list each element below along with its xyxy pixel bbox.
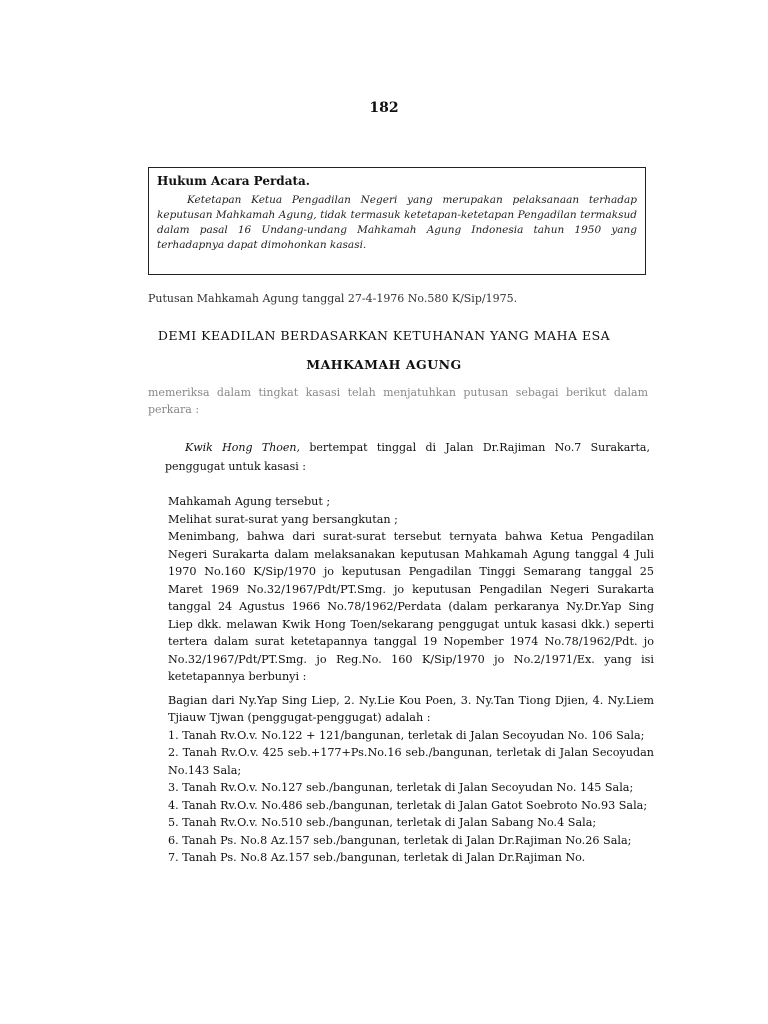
list-item: 7. Tanah Ps. No.8 Az.157 seb./bangunan, terletak di Jalan Dr.Rajiman No. [168,851,586,864]
party-details: bertempat tinggal di Jalan Dr.Rajiman No.7 Surakarta, penggugat untuk kasasi : [165,441,650,473]
party-paragraph [165,438,650,476]
party-name: Kwik Hong Thoen, [185,441,301,454]
intro-paragraph: memeriksa dalam tingkat kasasi telah menjatuhkan putusan sebagai berikut dalam perkara : [148,386,648,416]
body-paragraph-4: Bagian dari Ny.Yap Sing Liep, 2. Ny.Lie Kou Poen, 3. Ny.Tan Tiong Djien, 4. Ny.Liem Tjiauw Tjwan (penggugat-penggugat) adalah : [168,693,654,724]
list-item: 6. Tanah Ps. No.8 Az.157 seb./bangunan, terletak di Jalan Dr.Rajiman No.26 Sala; [168,833,632,847]
list-item: 4. Tanah Rv.O.v. No.486 seb./bangunan, terletak di Jalan Gatot Soebroto No.93 Sala; [168,798,648,812]
court-heading: DEMI KEADILAN BERDASARKAN KETUHANAN YANG MAHA ESA [157,328,611,343]
body-paragraph-3: Menimbang, bahwa dari surat-surat tersebut ternyata bahwa Ketua Pengadilan Negeri Surakarta dalam melaksanakan keputusan Mahkamah Agung tanggal 4 Juli 1970 No.160 K/Sip/1970 jo keputusan Pengadilan Tinggi Semarang tanggal 25 Maret 1969 No.32/1967/Pdt/PT.Smg. jo keputusan Pengadilan Negeri Surakarta tanggal 24 Agustus 1966 No.78/1962/Perdata (dalam perkaranya Ny.Dr.Yap Sing Liep dkk. melawan Kwik Hong Toen/sekarang penggugat untuk kasasi dkk.) seperti tertera dalam surat ketetapannya tanggal 19 Nopember 1974 No.78/1962/Pdt. jo No.32/1967/Pdt/PT.Smg. jo Reg.No. 160 K/Sip/1970 jo No.2/1971/Ex. yang isi ketetapannya berbunyi : [168,530,654,683]
list-item: 2. Tanah Rv.O.v. 425 seb.+177+Ps.No.16 seb./bangunan, terletak di Jalan Secoyudan No.143 Sala; [168,746,654,777]
headnote-title: Hukum Acara Perdata. [157,174,310,188]
body-paragraph-2: Melihat surat-surat yang bersangkutan ; [168,512,398,526]
list-item: 3. Tanah Rv.O.v. No.127 seb./bangunan, terletak di Jalan Secoyudan No. 145 Sala; [168,781,634,794]
list-item: 5. Tanah Rv.O.v. No.510 seb./bangunan, terletak di Jalan Sabang No.4 Sala; [168,816,597,829]
decision-reference: Putusan Mahkamah Agung tanggal 27-4-1976 No.580 K/Sip/1975. [148,292,518,305]
court-name-heading: MAHKAMAH AGUNG [306,357,462,372]
list-item: 1. Tanah Rv.O.v. No.122 + 121/bangunan, terletak di Jalan Secoyudan No. 106 Sala; [168,728,645,742]
page-number: 182 [369,100,399,116]
headnote-box [148,167,646,275]
headnote-text: Ketetapan Ketua Pengadilan Negeri yang merupakan pelaksanaan terhadap keputusan Mahkamah Agung, tidak termasuk ketetapan-ketetapan Pengadilan termaksud dalam pasal 16 Undang-undang Mahkamah Agung Indonesia tahun 1950 yang terhadapnya dapat dimohonkan kasasi. [157,194,637,251]
body-paragraph-1: Mahkamah Agung tersebut ; [168,495,331,508]
decision-body [168,493,654,867]
